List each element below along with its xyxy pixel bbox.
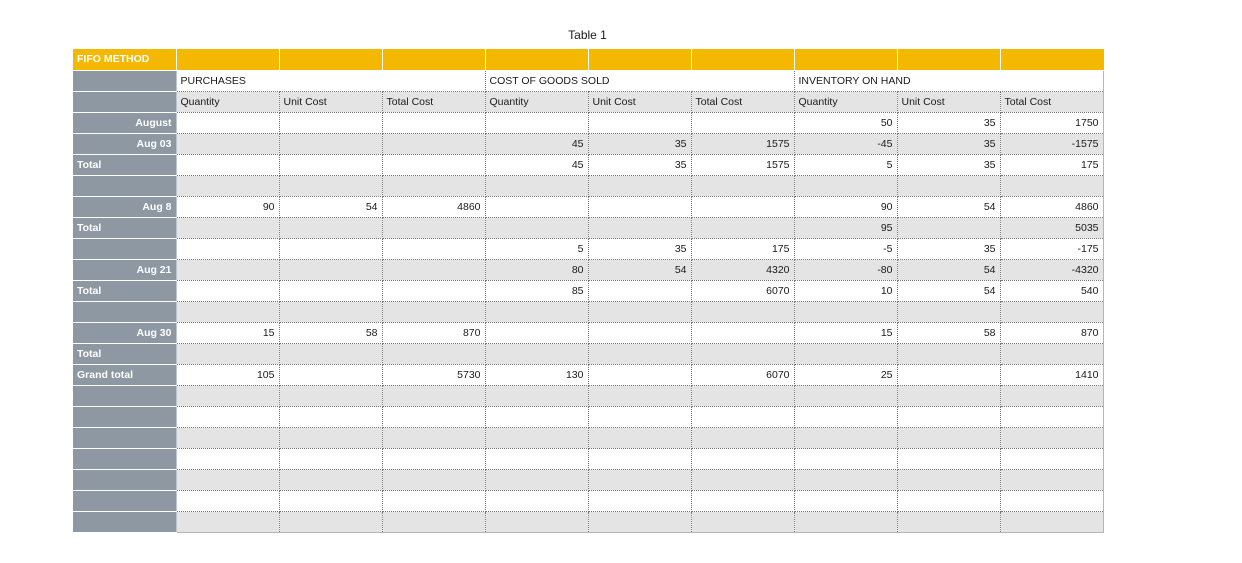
table-cell[interactable] <box>897 406 1000 427</box>
table-cell[interactable] <box>279 448 382 469</box>
row-label[interactable]: Aug 30 <box>73 322 176 343</box>
table-cell[interactable]: 35 <box>897 133 1000 154</box>
table-cell[interactable] <box>1000 427 1103 448</box>
table-cell[interactable] <box>176 343 279 364</box>
table-cell[interactable]: 4320 <box>691 259 794 280</box>
table-cell[interactable] <box>1000 511 1103 532</box>
column-header[interactable]: Unit Cost <box>588 91 691 112</box>
table-cell[interactable] <box>588 427 691 448</box>
group-header-cogs[interactable]: COST OF GOODS SOLD <box>485 70 794 91</box>
table-cell[interactable] <box>176 385 279 406</box>
table-cell[interactable]: 870 <box>1000 322 1103 343</box>
table-cell[interactable] <box>279 259 382 280</box>
table-cell[interactable] <box>1000 343 1103 364</box>
table-cell[interactable]: -1575 <box>1000 133 1103 154</box>
row-label[interactable] <box>73 490 176 511</box>
table-cell[interactable] <box>382 448 485 469</box>
table-cell[interactable] <box>176 406 279 427</box>
column-header[interactable]: Total Cost <box>382 91 485 112</box>
table-row <box>73 301 1103 322</box>
title-cell[interactable] <box>382 49 485 70</box>
column-header[interactable]: Unit Cost <box>279 91 382 112</box>
table-cell[interactable] <box>691 196 794 217</box>
table-cell[interactable] <box>382 175 485 196</box>
table-cell[interactable]: 50 <box>794 112 897 133</box>
table-cell[interactable] <box>691 490 794 511</box>
table-cell[interactable] <box>691 175 794 196</box>
table-cell[interactable] <box>691 217 794 238</box>
row-label[interactable]: Total <box>73 217 176 238</box>
table-cell[interactable] <box>485 196 588 217</box>
table-cell[interactable] <box>1000 175 1103 196</box>
table-cell[interactable] <box>279 511 382 532</box>
group-header-inventory[interactable]: INVENTORY ON HAND <box>794 70 1103 91</box>
table-cell[interactable] <box>588 112 691 133</box>
table-cell[interactable] <box>1000 301 1103 322</box>
table-cell[interactable] <box>897 469 1000 490</box>
row-label[interactable]: Total <box>73 280 176 301</box>
table-cell[interactable] <box>176 112 279 133</box>
table-cell[interactable] <box>1000 448 1103 469</box>
table-row <box>73 238 1103 259</box>
table-cell[interactable]: 35 <box>897 112 1000 133</box>
table-cell[interactable] <box>794 469 897 490</box>
table-cell[interactable] <box>691 385 794 406</box>
row-label[interactable]: Aug 21 <box>73 259 176 280</box>
table-cell[interactable] <box>176 448 279 469</box>
table-cell[interactable]: 175 <box>1000 154 1103 175</box>
table-cell[interactable]: 130 <box>485 364 588 385</box>
table-cell[interactable] <box>382 301 485 322</box>
title-cell[interactable] <box>485 49 588 70</box>
table-row <box>73 154 1103 175</box>
row-label[interactable] <box>73 448 176 469</box>
table-cell[interactable]: 105 <box>176 364 279 385</box>
table-cell[interactable] <box>176 154 279 175</box>
table-cell[interactable] <box>176 280 279 301</box>
table-cell[interactable] <box>382 490 485 511</box>
row-label[interactable]: Grand total <box>73 364 176 385</box>
table-cell[interactable] <box>176 217 279 238</box>
table-cell[interactable] <box>794 490 897 511</box>
table-cell[interactable] <box>382 238 485 259</box>
table-cell[interactable] <box>588 469 691 490</box>
table-cell[interactable]: 10 <box>794 280 897 301</box>
table-cell[interactable] <box>897 217 1000 238</box>
table-cell[interactable] <box>897 511 1000 532</box>
column-header[interactable]: Total Cost <box>1000 91 1103 112</box>
table-cell[interactable] <box>382 133 485 154</box>
row-label[interactable] <box>73 238 176 259</box>
table-cell[interactable] <box>588 490 691 511</box>
table-cell[interactable]: 175 <box>691 238 794 259</box>
table-cell[interactable]: 54 <box>897 196 1000 217</box>
table-row <box>73 364 1103 385</box>
title-cell[interactable] <box>691 49 794 70</box>
table-row <box>73 217 1103 238</box>
table-cell[interactable] <box>897 175 1000 196</box>
table-cell[interactable]: 15 <box>176 322 279 343</box>
table-cell[interactable] <box>485 322 588 343</box>
table-cell[interactable]: 35 <box>588 133 691 154</box>
title-cell[interactable] <box>176 49 279 70</box>
table-cell[interactable] <box>279 469 382 490</box>
table-cell[interactable] <box>279 175 382 196</box>
table-cell[interactable]: 54 <box>279 196 382 217</box>
table-cell[interactable]: 4860 <box>1000 196 1103 217</box>
table-cell[interactable] <box>691 448 794 469</box>
table-cell[interactable] <box>279 238 382 259</box>
table-cell[interactable] <box>382 406 485 427</box>
table-cell[interactable] <box>1000 490 1103 511</box>
table-cell[interactable]: 54 <box>897 259 1000 280</box>
table-cell[interactable] <box>1000 469 1103 490</box>
table-cell[interactable]: 35 <box>897 154 1000 175</box>
group-header-row <box>73 70 1103 91</box>
table-cell[interactable] <box>691 322 794 343</box>
row-label[interactable] <box>73 385 176 406</box>
table-cell[interactable]: 54 <box>588 259 691 280</box>
table-cell[interactable] <box>485 343 588 364</box>
table-cell[interactable]: 6070 <box>691 280 794 301</box>
table-cell[interactable] <box>588 280 691 301</box>
table-row <box>73 490 1103 511</box>
table-row <box>73 406 1103 427</box>
table-cell[interactable] <box>897 385 1000 406</box>
table-cell[interactable] <box>382 469 485 490</box>
table-cell[interactable] <box>588 175 691 196</box>
table-cell[interactable] <box>176 133 279 154</box>
column-header[interactable]: Quantity <box>176 91 279 112</box>
table-cell[interactable]: 35 <box>588 154 691 175</box>
table-cell[interactable]: 5035 <box>1000 217 1103 238</box>
group-header-purchases[interactable]: PURCHASES <box>176 70 485 91</box>
table-cell[interactable] <box>588 322 691 343</box>
table-cell[interactable] <box>382 427 485 448</box>
table-cell[interactable] <box>176 427 279 448</box>
table-row <box>73 469 1103 490</box>
table-cell[interactable] <box>794 511 897 532</box>
table-cell[interactable] <box>485 490 588 511</box>
table-cell[interactable] <box>588 385 691 406</box>
table-cell[interactable]: 95 <box>794 217 897 238</box>
table-cell[interactable]: 25 <box>794 364 897 385</box>
table-cell[interactable] <box>794 385 897 406</box>
table-cell[interactable] <box>485 511 588 532</box>
table-cell[interactable] <box>691 112 794 133</box>
table-row <box>73 280 1103 301</box>
table-cell[interactable]: -45 <box>794 133 897 154</box>
table-cell[interactable] <box>279 133 382 154</box>
title-cell[interactable] <box>1000 49 1103 70</box>
table-cell[interactable] <box>382 280 485 301</box>
title-row <box>73 49 1103 70</box>
table-title: Table 1 <box>568 28 607 42</box>
table-cell[interactable] <box>588 511 691 532</box>
column-header[interactable]: Unit Cost <box>897 91 1000 112</box>
table-cell[interactable] <box>485 301 588 322</box>
table-cell[interactable] <box>897 490 1000 511</box>
row-label[interactable]: Aug 03 <box>73 133 176 154</box>
table-cell[interactable]: 45 <box>485 133 588 154</box>
row-label[interactable]: Total <box>73 343 176 364</box>
row-label[interactable] <box>73 511 176 532</box>
table-cell[interactable]: 58 <box>279 322 382 343</box>
table-cell[interactable] <box>794 175 897 196</box>
table-cell[interactable] <box>588 301 691 322</box>
table-row <box>73 175 1103 196</box>
table-cell[interactable]: -4320 <box>1000 259 1103 280</box>
table-cell[interactable] <box>485 406 588 427</box>
table-cell[interactable] <box>691 469 794 490</box>
table-cell[interactable]: 35 <box>897 238 1000 259</box>
table-cell[interactable] <box>176 301 279 322</box>
table-cell[interactable] <box>897 301 1000 322</box>
table-cell[interactable] <box>279 112 382 133</box>
title-cell[interactable] <box>897 49 1000 70</box>
title-cell[interactable] <box>794 49 897 70</box>
table-row <box>73 385 1103 406</box>
table-cell[interactable] <box>588 448 691 469</box>
table-cell[interactable] <box>485 217 588 238</box>
table-cell[interactable] <box>279 217 382 238</box>
table-cell[interactable] <box>691 511 794 532</box>
table-cell[interactable] <box>588 406 691 427</box>
table-cell[interactable] <box>382 259 485 280</box>
table-cell[interactable] <box>485 385 588 406</box>
table-cell[interactable]: -175 <box>1000 238 1103 259</box>
table-row <box>73 343 1103 364</box>
table-cell[interactable] <box>1000 406 1103 427</box>
table-row <box>73 511 1103 532</box>
table-cell[interactable]: 15 <box>794 322 897 343</box>
title-cell[interactable] <box>279 49 382 70</box>
method-label[interactable]: FIFO METHOD <box>73 49 176 70</box>
table-cell[interactable]: 90 <box>176 196 279 217</box>
table-cell[interactable] <box>279 343 382 364</box>
table-cell[interactable]: 1750 <box>1000 112 1103 133</box>
table-cell[interactable] <box>485 427 588 448</box>
table-cell[interactable] <box>279 385 382 406</box>
row-header-cell[interactable] <box>73 91 176 112</box>
table-cell[interactable] <box>588 196 691 217</box>
table-cell[interactable]: 5730 <box>382 364 485 385</box>
table-cell[interactable]: 540 <box>1000 280 1103 301</box>
table-cell[interactable] <box>588 217 691 238</box>
table-cell[interactable] <box>897 364 1000 385</box>
table-cell[interactable]: -80 <box>794 259 897 280</box>
table-cell[interactable]: 1410 <box>1000 364 1103 385</box>
table-row <box>73 133 1103 154</box>
table-cell[interactable] <box>588 364 691 385</box>
row-label[interactable] <box>73 406 176 427</box>
table-cell[interactable]: 5 <box>794 154 897 175</box>
table-cell[interactable] <box>382 343 485 364</box>
table-cell[interactable] <box>794 427 897 448</box>
table-cell[interactable]: 870 <box>382 322 485 343</box>
table-cell[interactable]: -5 <box>794 238 897 259</box>
table-cell[interactable] <box>485 112 588 133</box>
row-label[interactable] <box>73 175 176 196</box>
table-cell[interactable] <box>176 259 279 280</box>
table-row <box>73 196 1103 217</box>
table-row <box>73 427 1103 448</box>
table-cell[interactable] <box>279 301 382 322</box>
table-row <box>73 259 1103 280</box>
row-label[interactable] <box>73 427 176 448</box>
title-cell[interactable] <box>588 49 691 70</box>
table-cell[interactable] <box>382 385 485 406</box>
table-cell[interactable] <box>279 406 382 427</box>
column-header[interactable]: Quantity <box>485 91 588 112</box>
table-cell[interactable]: 54 <box>897 280 1000 301</box>
table-cell[interactable] <box>897 427 1000 448</box>
table-cell[interactable] <box>279 280 382 301</box>
fifo-table <box>73 49 1104 533</box>
table-cell[interactable] <box>1000 385 1103 406</box>
column-header[interactable]: Total Cost <box>691 91 794 112</box>
row-label[interactable]: Total <box>73 154 176 175</box>
table-cell[interactable]: 6070 <box>691 364 794 385</box>
table-cell[interactable] <box>176 469 279 490</box>
table-cell[interactable] <box>691 427 794 448</box>
row-label[interactable]: Aug 8 <box>73 196 176 217</box>
table-cell[interactable] <box>279 364 382 385</box>
table-cell[interactable] <box>382 511 485 532</box>
table-cell[interactable] <box>897 448 1000 469</box>
table-cell[interactable] <box>382 217 485 238</box>
column-header-row <box>73 91 1103 112</box>
column-header[interactable]: Quantity <box>794 91 897 112</box>
table-cell[interactable] <box>279 490 382 511</box>
row-header-cell[interactable] <box>73 70 176 91</box>
table-cell[interactable]: 90 <box>794 196 897 217</box>
table-cell[interactable] <box>794 406 897 427</box>
table-cell[interactable] <box>176 175 279 196</box>
table-row <box>73 112 1103 133</box>
row-label[interactable]: August <box>73 112 176 133</box>
table-cell[interactable] <box>382 154 485 175</box>
table-cell[interactable]: 58 <box>897 322 1000 343</box>
table-cell[interactable] <box>691 406 794 427</box>
table-cell[interactable]: 85 <box>485 280 588 301</box>
table-cell[interactable] <box>897 343 1000 364</box>
table-cell[interactable] <box>485 469 588 490</box>
table-cell[interactable] <box>794 448 897 469</box>
table-cell[interactable] <box>176 490 279 511</box>
table-cell[interactable] <box>588 343 691 364</box>
table-cell[interactable]: 35 <box>588 238 691 259</box>
table-cell[interactable] <box>691 301 794 322</box>
table-cell[interactable] <box>485 448 588 469</box>
table-cell[interactable]: 5 <box>485 238 588 259</box>
table-cell[interactable]: 45 <box>485 154 588 175</box>
table-cell[interactable] <box>279 427 382 448</box>
table-cell[interactable] <box>382 112 485 133</box>
table-cell[interactable]: 4860 <box>382 196 485 217</box>
row-label[interactable] <box>73 301 176 322</box>
table-cell[interactable] <box>176 511 279 532</box>
table-cell[interactable] <box>794 301 897 322</box>
table-cell[interactable]: 80 <box>485 259 588 280</box>
table-cell[interactable]: 1575 <box>691 133 794 154</box>
table-cell[interactable] <box>794 343 897 364</box>
table-cell[interactable] <box>485 175 588 196</box>
table-cell[interactable] <box>691 343 794 364</box>
table-cell[interactable] <box>279 154 382 175</box>
table-row <box>73 322 1103 343</box>
table-row <box>73 448 1103 469</box>
table-cell[interactable]: 1575 <box>691 154 794 175</box>
row-label[interactable] <box>73 469 176 490</box>
table-cell[interactable] <box>176 238 279 259</box>
